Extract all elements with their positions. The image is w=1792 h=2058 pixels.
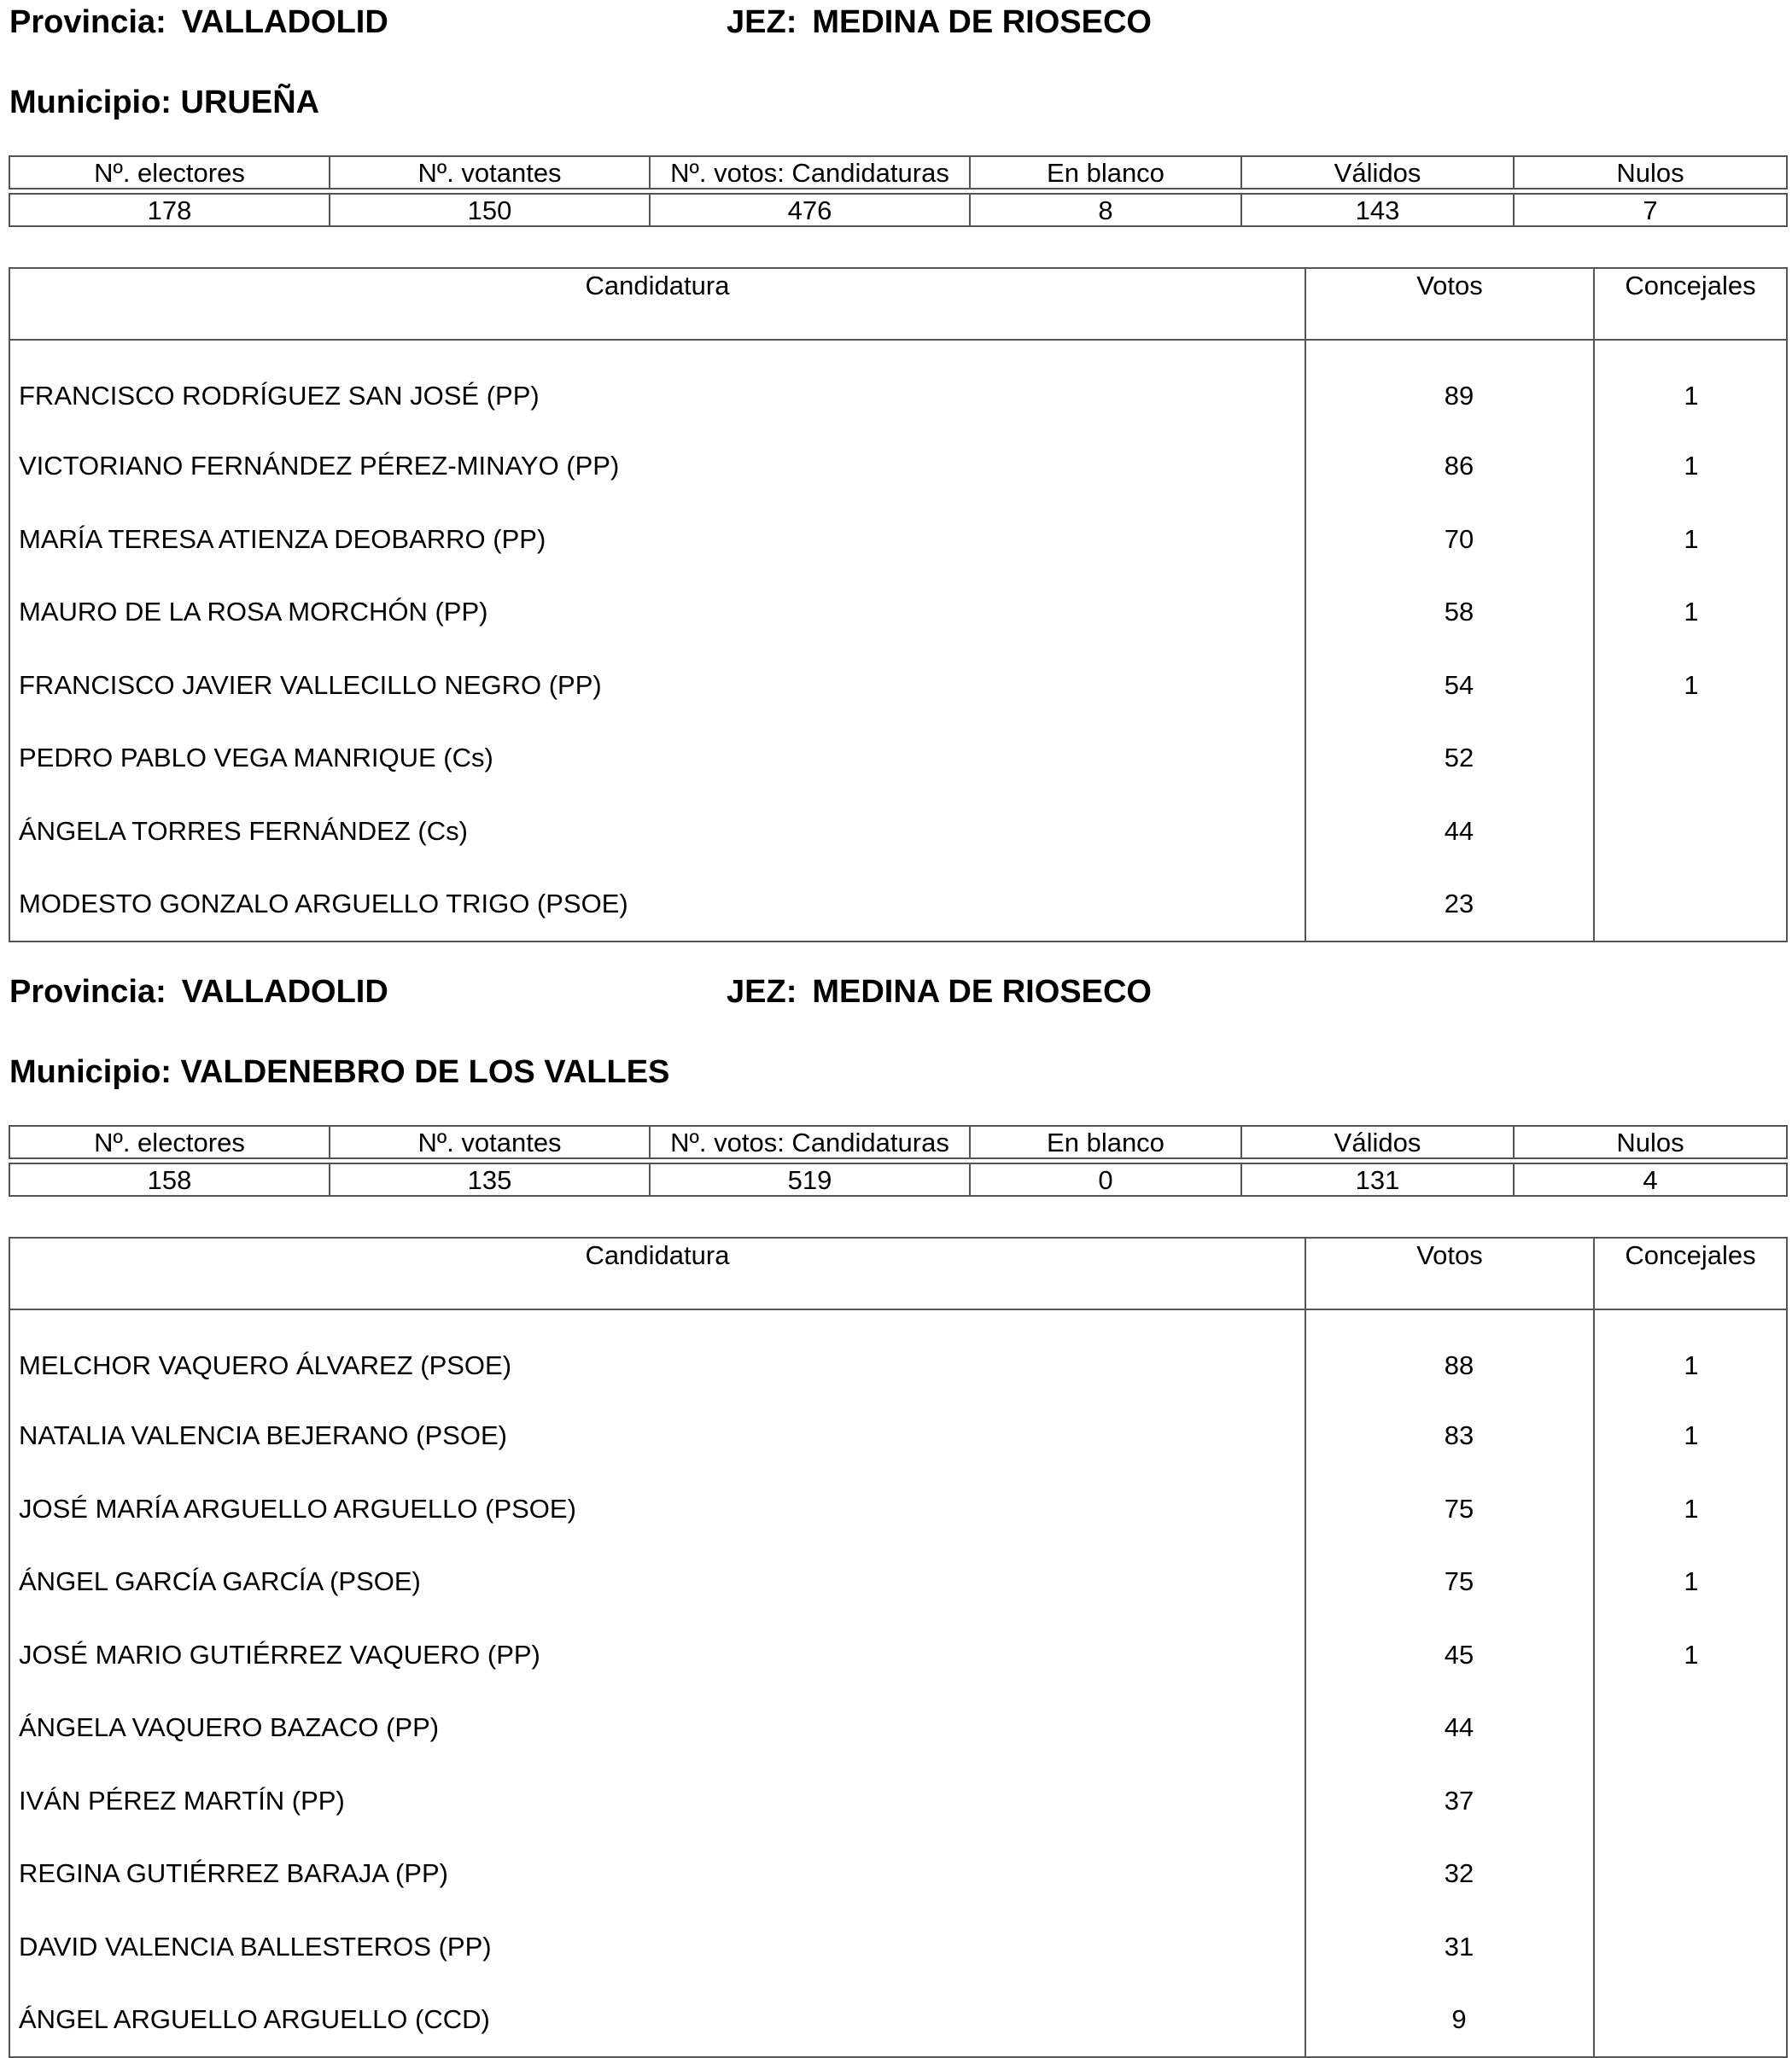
table-row: [9, 340, 1787, 429]
candidate-concejales: 1: [1594, 503, 1787, 576]
candidate-name: REGINA GUTIÉRREZ BARAJA (PP): [9, 1837, 1305, 1910]
candidate-name: MARÍA TERESA ATIENZA DEOBARRO (PP): [9, 503, 1305, 576]
stats-header-cell: En blanco: [970, 1126, 1241, 1158]
candidate-votos: 9: [1305, 1983, 1594, 2057]
candidate-votos: 37: [1305, 1764, 1594, 1838]
stats-value-row: [9, 194, 1787, 226]
concejales-header: Concejales: [1594, 1238, 1787, 1309]
stats-value-cell: 143: [1241, 194, 1514, 226]
candidate-name: PEDRO PABLO VEGA MANRIQUE (Cs): [9, 721, 1305, 795]
stats-header-cell: Nº. electores: [9, 1126, 330, 1158]
table-row: [9, 503, 1787, 576]
provincia-label: Provincia:: [9, 974, 166, 1010]
table-row: [9, 1837, 1787, 1910]
stats-header-cell: Válidos: [1241, 1126, 1514, 1158]
jez-heading: [727, 976, 1152, 1008]
stats-value-cell: 131: [1241, 1163, 1514, 1196]
provincia-value: VALLADOLID: [181, 4, 388, 40]
jez-label: JEZ:: [727, 974, 797, 1010]
candidate-concejales: 1: [1594, 340, 1787, 429]
municipio-heading: [9, 86, 319, 119]
candidate-votos: 89: [1305, 340, 1594, 429]
candidate-votos: 52: [1305, 721, 1594, 795]
candidate-name: DAVID VALENCIA BALLESTEROS (PP): [9, 1910, 1305, 1984]
municipio-value: VALDENEBRO DE LOS VALLES: [180, 1054, 670, 1090]
stats-header-cell: Nulos: [1514, 156, 1787, 189]
jez-label: JEZ:: [727, 4, 797, 40]
table-row: [9, 1910, 1787, 1984]
candidate-name: ÁNGELA TORRES FERNÁNDEZ (Cs): [9, 795, 1305, 868]
table-row: [9, 1691, 1787, 1764]
stats-header-cell: Nº. votantes: [330, 156, 650, 189]
candidate-name: FRANCISCO RODRÍGUEZ SAN JOSÉ (PP): [9, 340, 1305, 429]
table-row: [9, 1545, 1787, 1618]
table-row: [9, 575, 1787, 649]
candidate-name: MELCHOR VAQUERO ÁLVAREZ (PSOE): [9, 1309, 1305, 1399]
municipio-value: URUEÑA: [180, 85, 320, 120]
candidate-name: NATALIA VALENCIA BEJERANO (PSOE): [9, 1399, 1305, 1472]
table-row: [9, 867, 1787, 942]
candidate-concejales: [1594, 721, 1787, 795]
candidate-concejales: 1: [1594, 575, 1787, 649]
candidatura-header-row: [9, 1238, 1787, 1309]
stats-header-cell: En blanco: [970, 156, 1241, 189]
stats-value-cell: 476: [650, 194, 970, 226]
candidate-concejales: [1594, 1764, 1787, 1838]
candidatura-header: Candidatura: [9, 268, 1305, 340]
stats-value-cell: 8: [970, 194, 1241, 226]
candidate-concejales: [1594, 1837, 1787, 1910]
candidate-concejales: 1: [1594, 429, 1787, 503]
candidatura-table: [9, 267, 1788, 942]
table-row: [9, 1309, 1787, 1399]
jez-value: MEDINA DE RIOSECO: [812, 974, 1152, 1010]
candidate-concejales: 1: [1594, 1618, 1787, 1692]
municipio-label: Municipio:: [9, 85, 172, 120]
candidate-votos: 75: [1305, 1472, 1594, 1546]
stats-value-cell: 519: [650, 1163, 970, 1196]
table-row: [9, 795, 1787, 868]
candidate-votos: 58: [1305, 575, 1594, 649]
candidate-votos: 88: [1305, 1309, 1594, 1399]
table-row: [9, 1472, 1787, 1546]
stats-value-cell: 4: [1514, 1163, 1787, 1196]
stats-header-cell: Nulos: [1514, 1126, 1787, 1158]
stats-header-cell: Válidos: [1241, 156, 1514, 189]
stats-header-cell: Nº. votos: Candidaturas: [650, 1126, 970, 1158]
candidate-name: ÁNGELA VAQUERO BAZACO (PP): [9, 1691, 1305, 1764]
stats-value-cell: 7: [1514, 194, 1787, 226]
stats-value-cell: 0: [970, 1163, 1241, 1196]
candidate-name: MAURO DE LA ROSA MORCHÓN (PP): [9, 575, 1305, 649]
provincia-heading: [9, 976, 388, 1008]
votos-header: Votos: [1305, 1238, 1594, 1309]
candidate-votos: 32: [1305, 1837, 1594, 1910]
stats-value-table: [9, 193, 1788, 227]
stats-value-cell: 178: [9, 194, 330, 226]
table-row: [9, 721, 1787, 795]
candidate-votos: 86: [1305, 429, 1594, 503]
candidate-concejales: 1: [1594, 649, 1787, 722]
table-row: [9, 649, 1787, 722]
table-row: [9, 429, 1787, 503]
candidate-votos: 44: [1305, 1691, 1594, 1764]
jez-value: MEDINA DE RIOSECO: [812, 4, 1152, 40]
candidate-votos: 83: [1305, 1399, 1594, 1472]
stats-header-row: [9, 156, 1787, 189]
municipio-label: Municipio:: [9, 1054, 172, 1090]
candidate-votos: 70: [1305, 503, 1594, 576]
candidate-concejales: [1594, 795, 1787, 868]
stats-value-row: [9, 1163, 1787, 1196]
candidatura-header-row: [9, 268, 1787, 340]
candidate-votos: 23: [1305, 867, 1594, 942]
provincia-heading: [9, 6, 388, 38]
candidate-name: FRANCISCO JAVIER VALLECILLO NEGRO (PP): [9, 649, 1305, 722]
candidate-concejales: [1594, 867, 1787, 942]
stats-value-cell: 158: [9, 1163, 330, 1196]
stats-value-table: [9, 1163, 1788, 1197]
candidate-name: ÁNGEL GARCÍA GARCÍA (PSOE): [9, 1545, 1305, 1618]
candidate-votos: 31: [1305, 1910, 1594, 1984]
candidate-concejales: 1: [1594, 1472, 1787, 1546]
candidate-concejales: 1: [1594, 1545, 1787, 1618]
table-row: [9, 1618, 1787, 1692]
candidate-votos: 54: [1305, 649, 1594, 722]
stats-value-cell: 150: [330, 194, 650, 226]
provincia-label: Provincia:: [9, 4, 166, 40]
stats-header-row: [9, 1126, 1787, 1158]
stats-value-cell: 135: [330, 1163, 650, 1196]
candidate-name: IVÁN PÉREZ MARTÍN (PP): [9, 1764, 1305, 1838]
candidatura-table: [9, 1237, 1788, 2058]
table-row: [9, 1764, 1787, 1838]
candidate-name: ÁNGEL ARGUELLO ARGUELLO (CCD): [9, 1983, 1305, 2057]
candidate-name: JOSÉ MARÍA ARGUELLO ARGUELLO (PSOE): [9, 1472, 1305, 1546]
votos-header: Votos: [1305, 268, 1594, 340]
stats-header-cell: Nº. electores: [9, 156, 330, 189]
municipio-heading: [9, 1056, 669, 1088]
stats-header-table: [9, 155, 1788, 189]
candidate-concejales: [1594, 1910, 1787, 1984]
candidatura-header: Candidatura: [9, 1238, 1305, 1309]
jez-heading: [727, 6, 1152, 38]
candidate-concejales: 1: [1594, 1399, 1787, 1472]
candidate-concejales: [1594, 1691, 1787, 1764]
candidate-votos: 75: [1305, 1545, 1594, 1618]
stats-header-cell: Nº. votantes: [330, 1126, 650, 1158]
stats-header-table: [9, 1125, 1788, 1159]
candidate-name: MODESTO GONZALO ARGUELLO TRIGO (PSOE): [9, 867, 1305, 942]
candidate-name: JOSÉ MARIO GUTIÉRREZ VAQUERO (PP): [9, 1618, 1305, 1692]
candidate-votos: 45: [1305, 1618, 1594, 1692]
stats-header-cell: Nº. votos: Candidaturas: [650, 156, 970, 189]
candidate-name: VICTORIANO FERNÁNDEZ PÉREZ-MINAYO (PP): [9, 429, 1305, 503]
table-row: [9, 1399, 1787, 1472]
candidate-votos: 44: [1305, 795, 1594, 868]
candidate-concejales: 1: [1594, 1309, 1787, 1399]
provincia-value: VALLADOLID: [181, 974, 388, 1010]
concejales-header: Concejales: [1594, 268, 1787, 340]
